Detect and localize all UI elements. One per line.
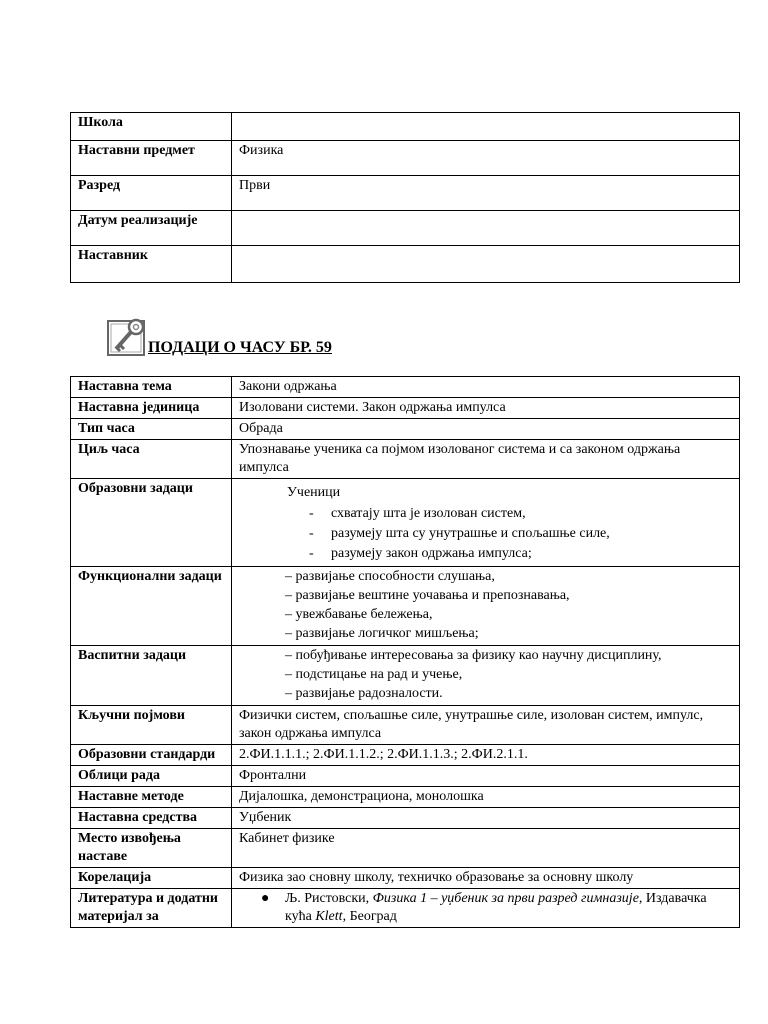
author: Љ. Ристовски, [285,891,373,906]
separator: , [638,891,643,906]
table-row [71,745,740,766]
label-cell: Наставна јединица [71,398,232,419]
value-cell: Обрада [232,419,740,440]
label-cell: Наставна тема [71,377,232,398]
table-row [71,766,740,787]
value-cell [232,246,740,283]
value-cell: Закони одржања [232,377,740,398]
label-cell: Васпитни задаци [71,646,232,706]
table-row [71,246,740,283]
publisher-city: , Београд [342,909,397,924]
table-row [71,646,740,706]
list-item: - разумеју закон одржања импулса; [309,545,732,563]
label-cell: Место извођења наставе [71,829,232,868]
label-cell: Функционални задаци [71,567,232,646]
table-row [71,419,740,440]
list-item: - схватају шта је изолован систем, [309,505,732,523]
label-cell: Циљ часа [71,440,232,479]
value-cell: 2.ФИ.1.1.1.; 2.ФИ.1.1.2.; 2.ФИ.1.1.3.; 2.ФИ.2.1.1. [232,745,740,766]
educational-tasks-list [239,505,732,563]
value-cell [232,567,740,646]
table-row [71,211,740,246]
table-row [71,787,740,808]
publisher-name: Klett [315,909,343,924]
table-row [71,113,740,141]
value-cell: Фронтални [232,766,740,787]
label-cell: Наставне методе [71,787,232,808]
table-row [71,889,740,928]
value-cell [232,113,740,141]
list-item: – развијање радозналости. [285,686,443,701]
value-cell: Физика зао сновну школу, техничко образовање за основну школу [232,868,740,889]
label-cell: Наставник [71,246,232,283]
label-cell: Разред [71,176,232,211]
table-row [71,479,740,567]
table-row [71,868,740,889]
pupils-intro: Ученици [287,485,341,500]
label-cell: Датум реализације [71,211,232,246]
value-cell: Упознавање ученика са појмом изолованог система и са законом одржања импулса [232,440,740,479]
label-cell: Тип часа [71,419,232,440]
value-cell [232,211,740,246]
label-cell: Кључни појмови [71,706,232,745]
value-cell: Физика [232,141,740,176]
table-row [71,377,740,398]
upbringing-tasks-list [239,647,732,703]
functional-tasks-list [239,568,732,643]
table-row [71,398,740,419]
list-item: – подстицање на рад и учење, [285,667,463,682]
key-icon [106,317,148,357]
value-cell [232,646,740,706]
label-cell: Школа [71,113,232,141]
label-cell: Литература и додатни материјал за [71,889,232,928]
value-cell [232,889,740,928]
value-cell: Кабинет физике [232,829,740,868]
list-item: – развијање логичког мишљења; [285,626,479,641]
value-cell [232,479,740,567]
lesson-heading: ПОДАЦИ О ЧАСУ БР. 59 [148,339,332,356]
value-cell: Физички систем, спољашње силе, унутрашње силе, изолован систем, импулс, закон одржања импулса [232,706,740,745]
value-cell: Уџбеник [232,808,740,829]
table-row [71,141,740,176]
value-cell: Дијалошка, демонстрациона, монолошка [232,787,740,808]
list-item: – побуђивање интересовања за физику као научну дисциплину, [285,648,662,663]
label-cell: Образовни стандарди [71,745,232,766]
general-info-table [70,112,740,283]
table-row [71,808,740,829]
bullet-icon: ● [261,891,270,906]
value-cell: Први [232,176,740,211]
table-row [71,567,740,646]
list-item: – развијање вештине уочавања и препознавања, [285,588,570,603]
lesson-table [70,376,740,928]
table-row [71,706,740,745]
list-item: – увежбавање бележења, [285,607,433,622]
table-row [71,176,740,211]
value-cell: Изоловани системи. Закон одржања импулса [232,398,740,419]
label-cell: Корелација [71,868,232,889]
label-cell: Наставна средства [71,808,232,829]
label-cell: Образовни задаци [71,479,232,567]
label-cell: Облици рада [71,766,232,787]
literature-item [239,890,732,926]
table-row [71,440,740,479]
list-item: - разумеју шта су унутрашње и спољашње силе, [309,525,732,543]
label-cell: Наставни предмет [71,141,232,176]
book-title: Физика 1 – уџбеник за први разред гимназије [372,891,639,906]
list-item: – развијање способности слушања, [285,569,495,584]
publisher-prefix: Издавачка кућа [285,891,707,924]
table-row [71,829,740,868]
